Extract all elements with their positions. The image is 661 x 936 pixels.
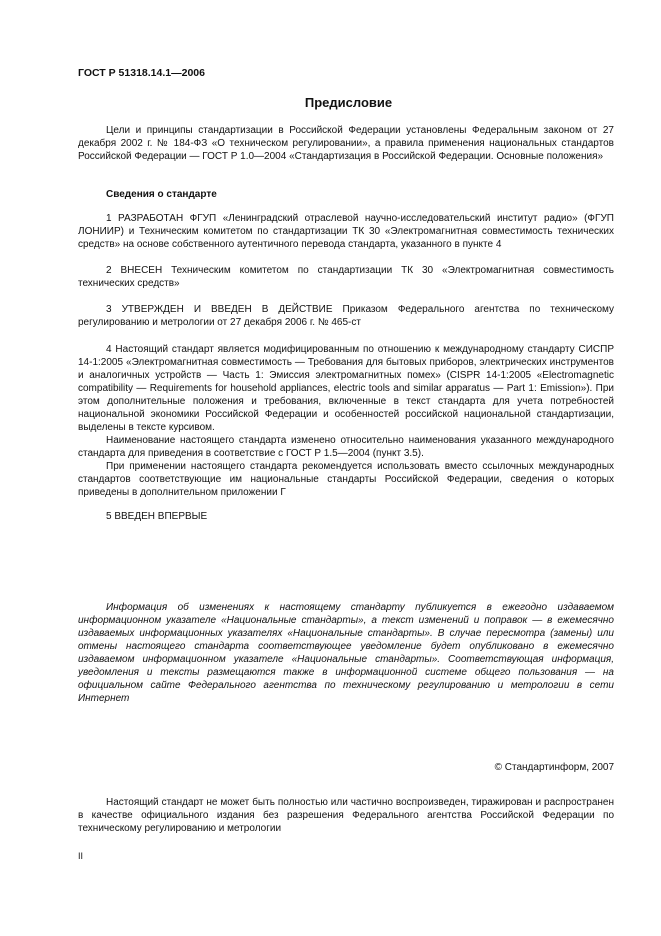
item-1	[78, 212, 614, 251]
item-2	[78, 264, 614, 290]
page-title: Предисловие	[304, 95, 393, 110]
notice-text: Информация об изменениях к настоящему стандарту публикуется в ежегодно издаваемом информационном указателе «Национальные стандарты», а текст изменений и поправок — в ежемесячно издаваемых информационных указателях «Национальные стандарты». В случае пересмотра (замены) или отмены настоящего стандарта соответствующее уведомление будет опубликовано в ежемесячно издаваемом информационном указателе «Национальные стандарты». Соответствующая информация, уведомления и тексты размещаются также в информационной системе общего пользования — на официальном сайте Федерального агентства по техническому регулированию и метрологии в сети Интернет	[78, 602, 614, 704]
item-3-text: 3 УТВЕРЖДЕН И ВВЕДЕН В ДЕЙСТВИЕ Приказом Федерального агентства по техническому регулированию и метрологии от 27 декабря 2006 г. № 465-ст	[78, 304, 614, 328]
intro-paragraph	[78, 124, 614, 163]
rights-paragraph	[78, 796, 614, 835]
item-2-text: 2 ВНЕСЕН Техническим комитетом по стандартизации ТК 30 «Электромагнитная совместимость технических средств»	[78, 265, 614, 289]
copyright-notice: © Стандартинформ, 2007	[494, 762, 614, 773]
item-4	[78, 343, 614, 499]
rights-text: Настоящий стандарт не может быть полностью или частично воспроизведен, тиражирован и распространен в качестве официального издания без разрешения Федерального агентства Российской Федерации по техническому регулированию и метрологии	[78, 797, 614, 834]
page-number: II	[78, 851, 84, 861]
item-4-text-a: 4 Настоящий стандарт является модифицированным по отношению к международному стандарту СИСПР 14-1:2005 «Электромагнитная совместимость — Требования для бытовых приборов, электрических инструментов и аналогичных устройств — Часть 1: Эмиссия электромагнитных помех» (CISPR 14-1:2005 «Electromagnetic compatibility — Requirements for household appliances, electric tools and similar apparatus — Part 1: Emission»). При этом дополнительные положения и требования, включенные в текст стандарта для учета потребностей национальной экономики Российской Федерации и особенностей российской национальной стандартизации, выделены в тексте курсивом.	[78, 344, 614, 433]
item-5	[78, 510, 614, 523]
document-header: ГОСТ Р 51318.14.1—2006	[78, 67, 205, 79]
item-3	[78, 303, 614, 329]
notice-paragraph	[78, 601, 614, 705]
intro-text: Цели и принципы стандартизации в Российской Федерации установлены Федеральным законом от 27 декабря 2002 г. № 184-ФЗ «О техническом регулировании», а правила применения национальных стандартов Российской Федерации — ГОСТ Р 1.0—2004 «Стандартизация в Российской Федерации. Основные положения»	[78, 125, 614, 162]
item-1-text: 1 РАЗРАБОТАН ФГУП «Ленинградский отраслевой научно-исследовательский институт радио» (ФГУП ЛОНИИР) и Техническим комитетом по стандартизации ТК 30 «Электромагнитная совместимость технических средств» на основе собственного аутентичного перевода стандарта, указанного в пункте 4	[78, 213, 614, 250]
section-subheading: Сведения о стандарте	[106, 189, 217, 200]
item-4-text-b: Наименование настоящего стандарта изменено относительно наименования указанного международного стандарта для приведения в соответствие с ГОСТ Р 1.5—2004 (пункт 3.5).	[78, 435, 614, 459]
item-4-text-c: При применении настоящего стандарта рекомендуется использовать вместо ссылочных международных стандартов соответствующие им национальные стандарты Российской Федерации, сведения о которых приведены в дополнительном приложении Г	[78, 461, 614, 498]
item-5-text: 5 ВВЕДЕН ВПЕРВЫЕ	[106, 511, 208, 522]
